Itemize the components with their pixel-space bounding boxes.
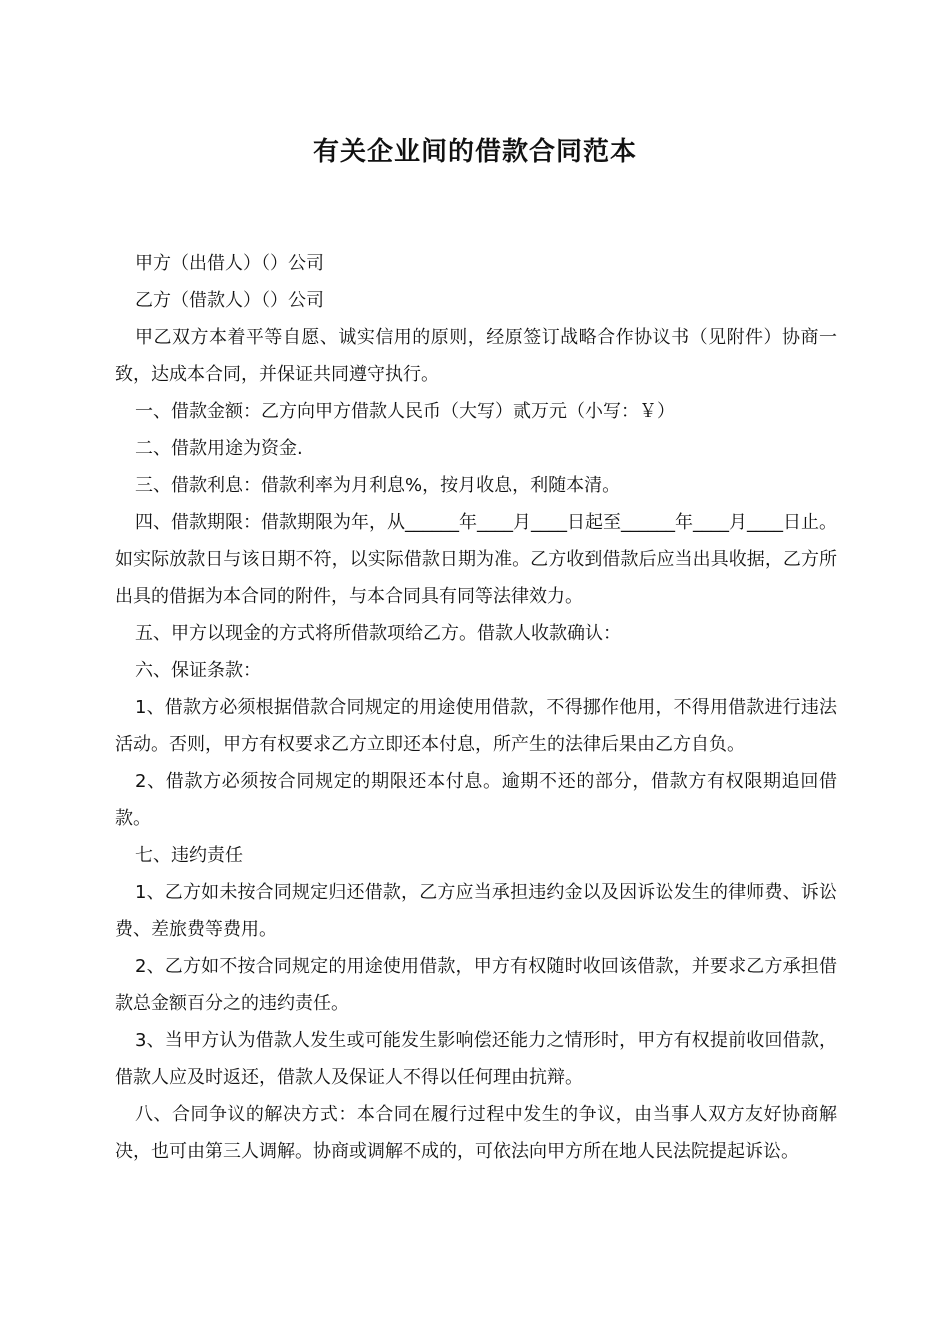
clause-loan-interest: 三、借款利息：借款利率为月利息%，按月收息，利随本清。: [135, 475, 621, 496]
clause-guarantee-heading: 六、保证条款：: [135, 660, 261, 681]
guarantee-item-1: 1、借款方必须根据借款合同规定的用途使用借款，不得挪作他用，不得用借款进行违法活动。否则，甲方有权要求乙方立即还本付息，所产生的法律后果由乙方自负。: [115, 697, 837, 755]
liability-item-2: 2、乙方如不按合同规定的用途使用借款，甲方有权随时收回该借款，并要求乙方承担借款总金额百分之的违约责任。: [115, 956, 837, 1014]
party-a-line: 甲方（出借人）（）公司: [135, 253, 324, 274]
clause-payment-method: 五、甲方以现金的方式将所借款项给乙方。借款人收款确认：: [135, 623, 621, 644]
party-b-line: 乙方（借款人）（）公司: [135, 290, 324, 311]
liability-item-3: 3、当甲方认为借款人发生或可能发生影响偿还能力之情形时，甲方有权提前收回借款，借款人应及时返还，借款人及保证人不得以任何理由抗辩。: [115, 1030, 837, 1088]
preamble-paragraph: 甲乙双方本着平等自愿、诚实信用的原则，经原签订战略合作协议书（见附件）协商一致，达成本合同，并保证共同遵守执行。: [115, 327, 837, 385]
guarantee-item-2: 2、借款方必须按合同规定的期限还本付息。逾期不还的部分，借款方有权限期追回借款。: [115, 771, 837, 829]
clause-loan-term: 四、借款期限：借款期限为年，从______年____月____日起至______年____月____日止。如实际放款日与该日期不符，以实际借款日期为准。乙方收到借款后应当出具收据，乙方所出具的借据为本合同的附件，与本合同具有同等法律效力。: [115, 512, 837, 607]
clause-dispute-resolution: 八、合同争议的解决方式：本合同在履行过程中发生的争议，由当事人双方友好协商解决，也可由第三人调解。协商或调解不成的，可依法向甲方所在地人民法院提起诉讼。: [115, 1104, 837, 1162]
clause-liability-heading: 七、违约责任: [135, 845, 243, 866]
liability-item-1: 1、乙方如未按合同规定归还借款，乙方应当承担违约金以及因诉讼发生的律师费、诉讼费、差旅费等费用。: [115, 882, 837, 940]
document-body: [115, 245, 837, 1170]
clause-loan-amount: 一、借款金额：乙方向甲方借款人民币（大写）贰万元（小写：￥）: [135, 401, 675, 422]
document-title: 有关企业间的借款合同范本: [312, 137, 637, 167]
clause-loan-purpose: 二、借款用途为资金.: [135, 438, 303, 459]
